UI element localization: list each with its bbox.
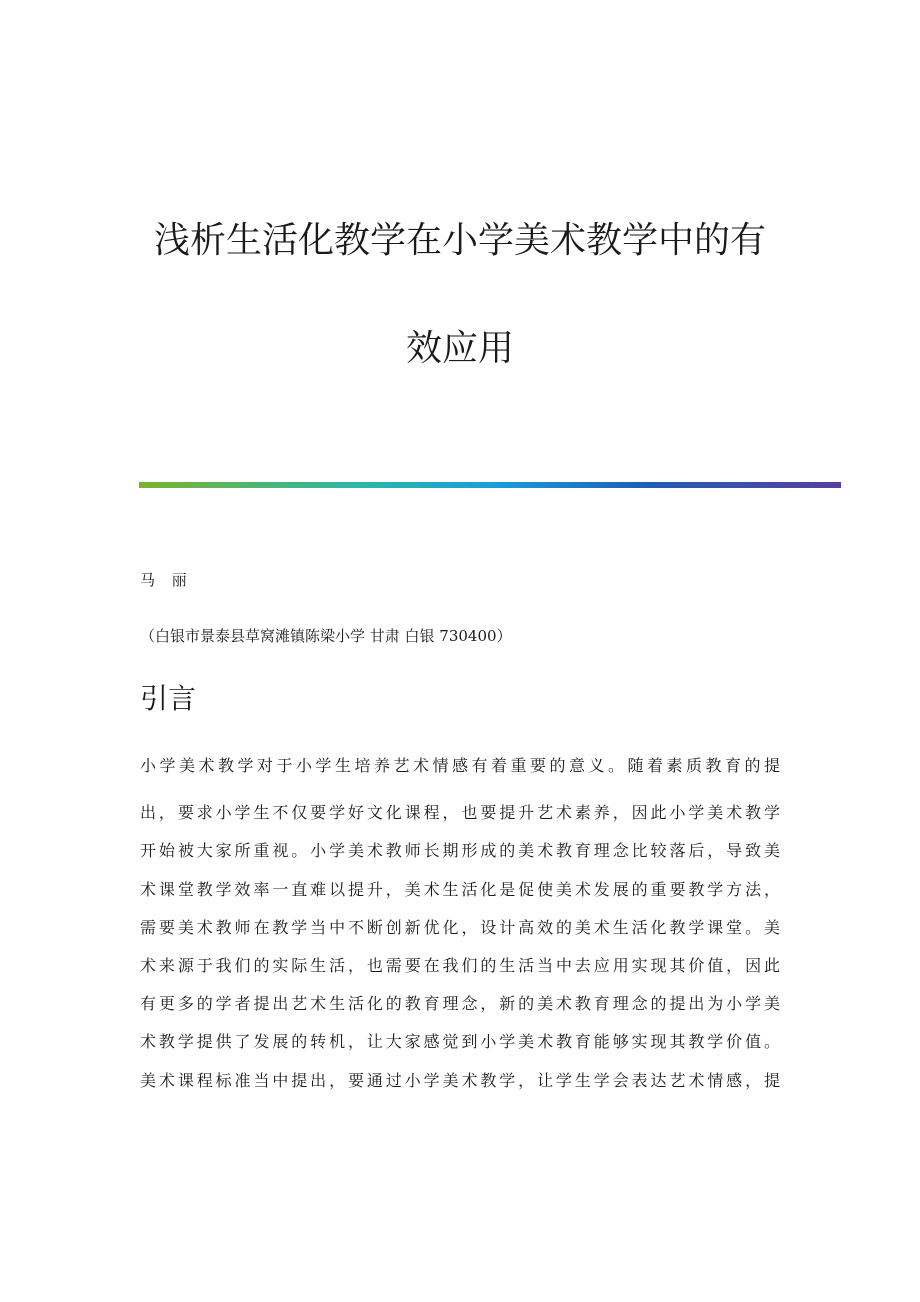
title-divider [139, 482, 841, 488]
paper-title [140, 212, 780, 378]
body-line: 出，要求小学生不仅要学好文化课程，也要提升艺术素养，因此小学美术教学 [140, 803, 780, 823]
body-line: 美术课程标准当中提出，要通过小学美术教学，让学生学会表达艺术情感，提 [140, 1070, 780, 1090]
section-heading-introduction: 引言 [140, 682, 197, 715]
body-line: 术课堂教学效率一直难以提升，美术生活化是促使美术发展的重要教学方法， [140, 879, 780, 899]
author-name: 马 丽 [140, 571, 193, 589]
body-line: 小学美术教学对于小学生培养艺术情感有着重要的意义。随着素质教育的提 [140, 756, 780, 775]
body-line: 术教学提供了发展的转机，让大家感觉到小学美术教育能够实现其教学价值。 [140, 1032, 780, 1052]
body-line: 术来源于我们的实际生活，也需要在我们的生活当中去应用实现其价值，因此 [140, 955, 780, 975]
body-line: 有更多的学者提出艺术生活化的教育理念，新的美术教育理念的提出为小学美 [140, 994, 780, 1014]
author-affiliation: （白银市景泰县草窝滩镇陈梁小学 甘肃 白银 730400） [140, 627, 512, 645]
body-line: 需要美术教师在教学当中不断创新优化，设计高效的美术生活化教学课堂。美 [140, 917, 780, 937]
body-line: 开始被大家所重视。小学美术教师长期形成的美术教育理念比较落后，导致美 [140, 841, 780, 861]
body-paragraph [140, 756, 780, 1100]
paper-title-line-2: 效应用 [405, 328, 514, 369]
paper-title-line-1: 浅析生活化教学在小学美术教学中的有 [153, 220, 766, 261]
